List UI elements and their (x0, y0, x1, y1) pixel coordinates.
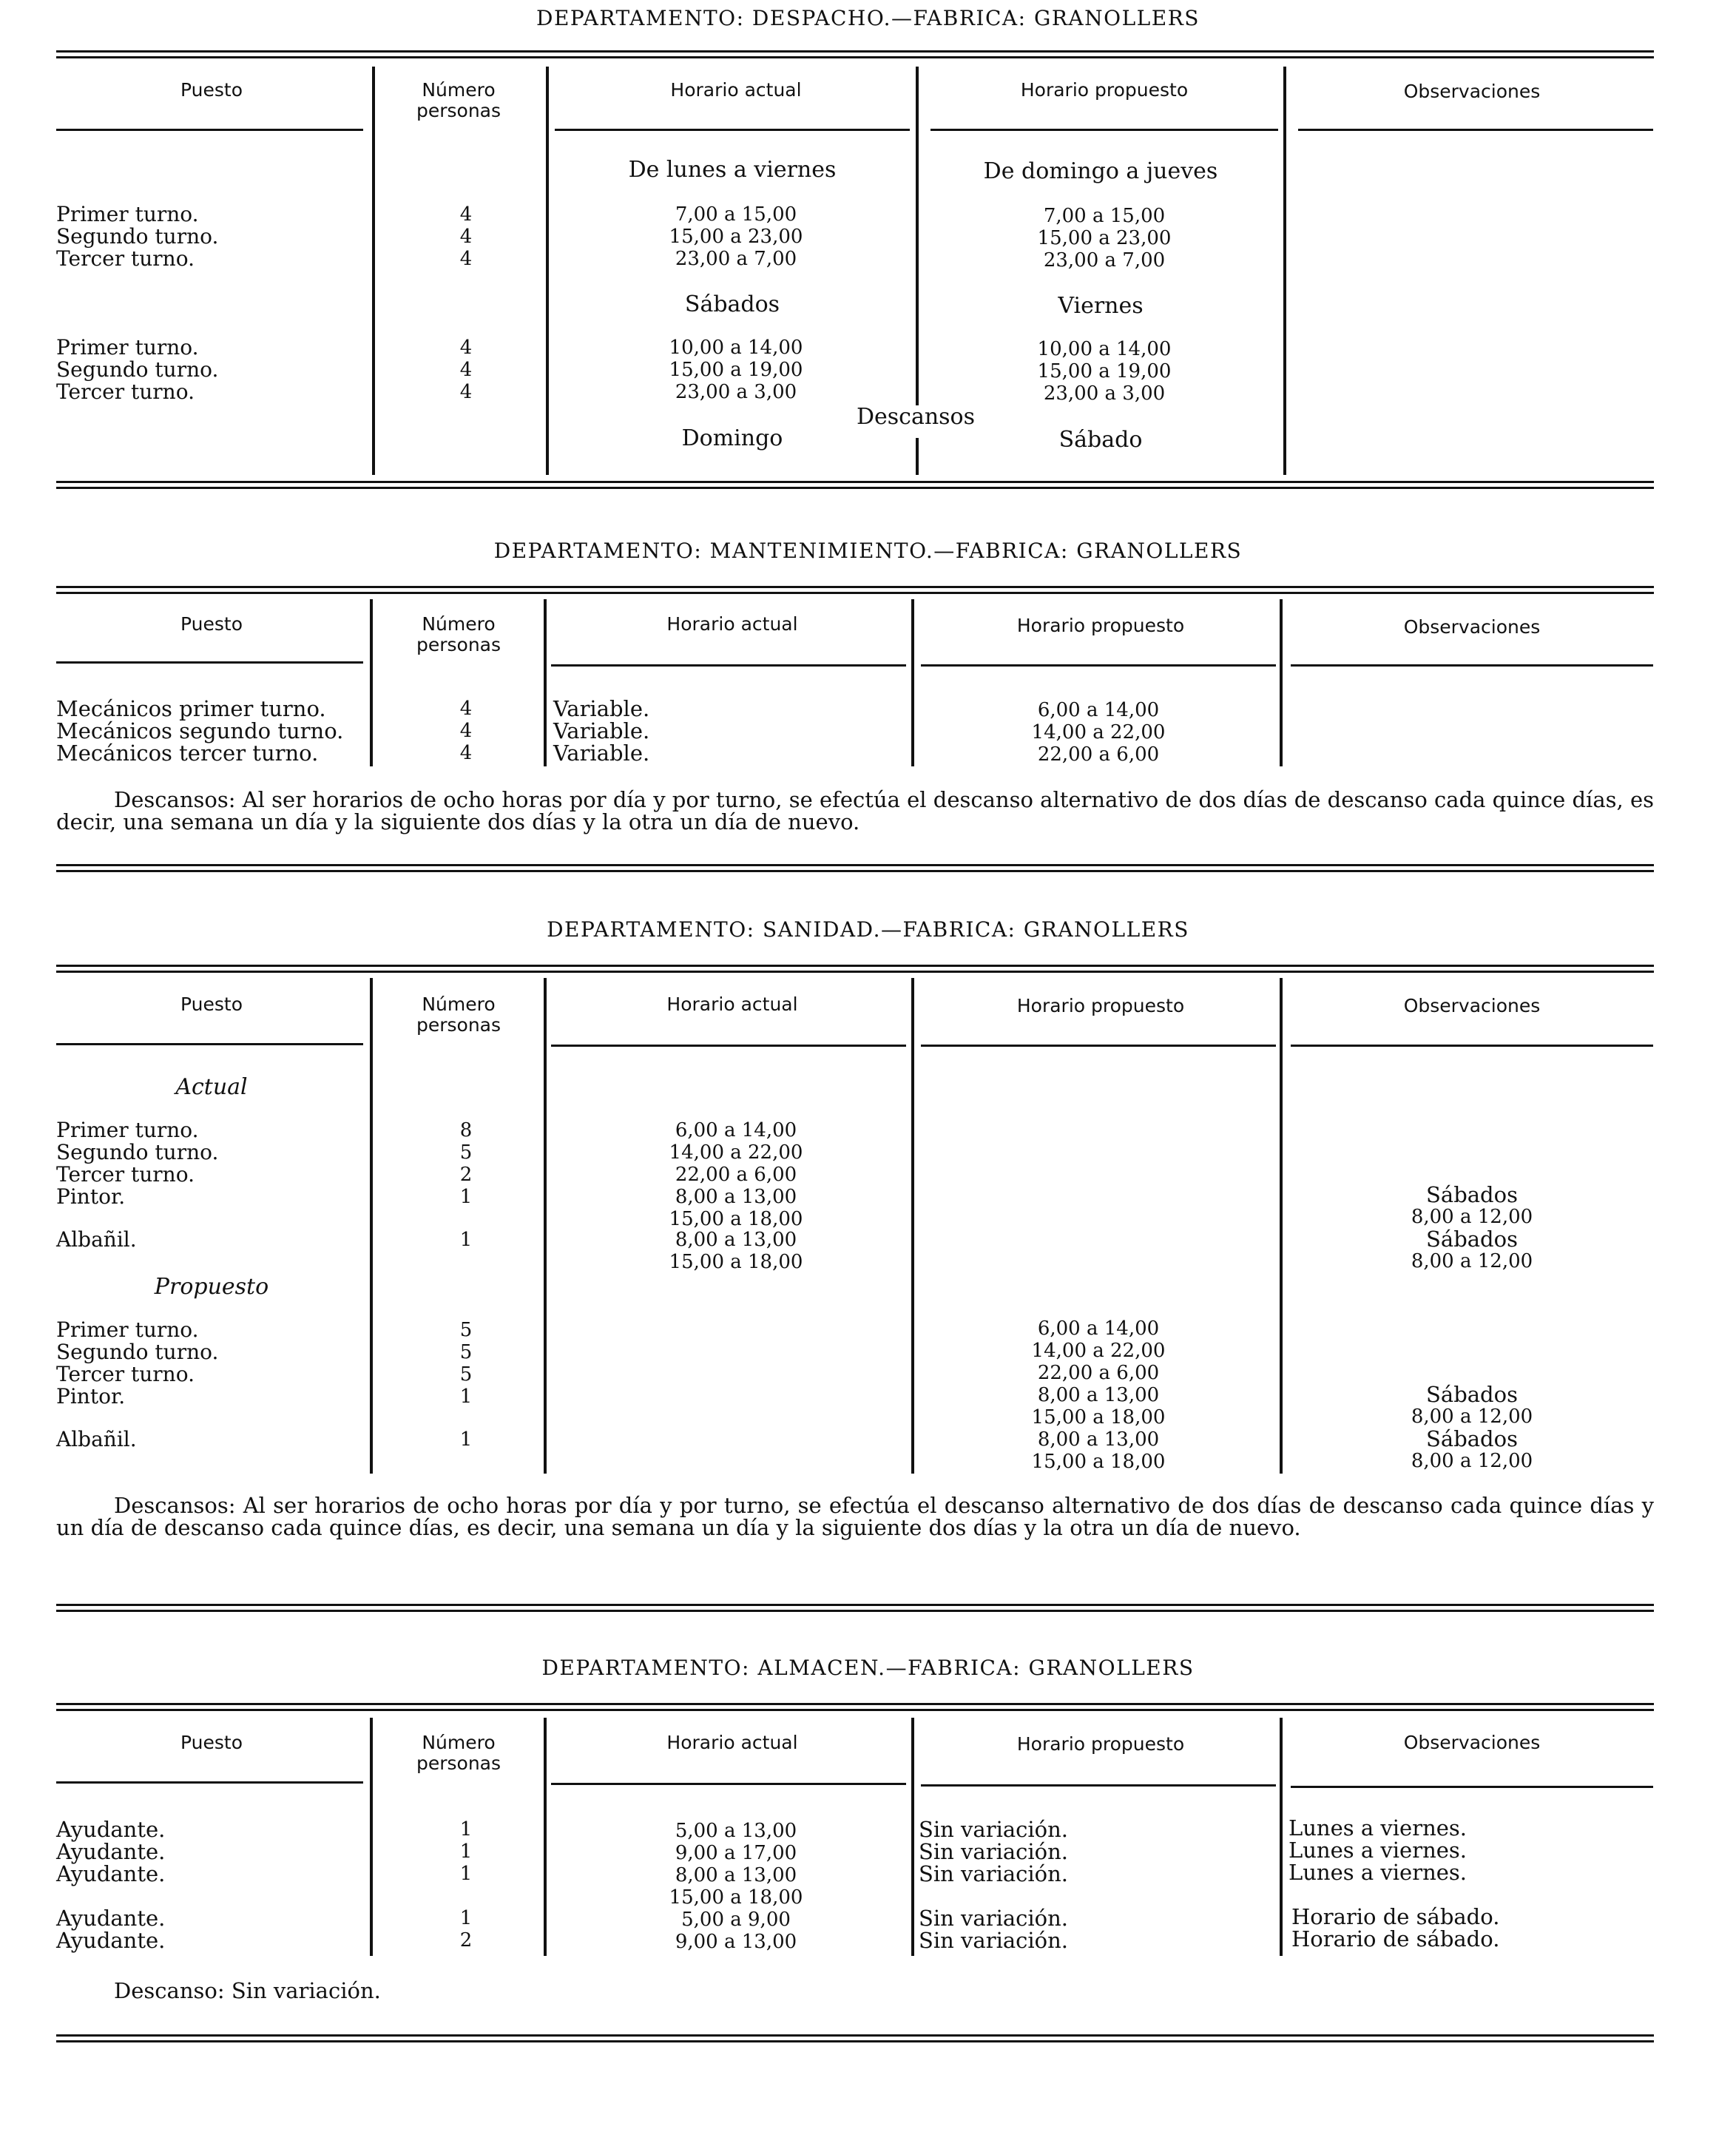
header-rule (1291, 1045, 1653, 1047)
row-horario-propuesto: 8,00 a 13,00 (1037, 1384, 1160, 1406)
double-rule (56, 1703, 1654, 1711)
row-puesto: Albañil. (56, 1427, 137, 1451)
header-rule (931, 129, 1278, 131)
column-divider (1280, 599, 1283, 766)
row-horario-actual: 8,00 a 13,00 (675, 1864, 797, 1886)
row-horario-actual: 23,00 a 3,00 (675, 381, 797, 403)
row-observaciones: 8,00 a 12,00 (1411, 1450, 1533, 1472)
row-horario-propuesto: Sin variación. (919, 1839, 1069, 1864)
row-horario-propuesto: Sin variación. (919, 1928, 1069, 1953)
row-horario-propuesto: 15,00 a 23,00 (1037, 227, 1172, 249)
section-title: DEPARTAMENTO: DESPACHO.—FABRICA: GRANOLLERS (536, 6, 1200, 30)
row-observaciones: Sábados (1426, 1426, 1518, 1451)
row-puesto: Ayudante. (56, 1839, 166, 1864)
row-numero: 4 (459, 337, 473, 359)
row-numero: 4 (459, 248, 473, 270)
row-horario-actual: 7,00 a 15,00 (675, 203, 797, 226)
subheader-actual-weekdays: De lunes a viernes (628, 157, 837, 183)
row-horario-actual: 15,00 a 18,00 (669, 1208, 803, 1230)
row-numero: 5 (459, 1363, 473, 1386)
header-rule (56, 129, 363, 131)
row-numero: 1 (459, 1907, 473, 1929)
row-puesto: Albañil. (56, 1227, 137, 1252)
row-numero: 1 (459, 1229, 473, 1251)
row-observaciones: 8,00 a 12,00 (1411, 1250, 1533, 1272)
row-horario-propuesto: 15,00 a 18,00 (1031, 1406, 1166, 1428)
section-title: DEPARTAMENTO: SANIDAD.—FABRICA: GRANOLLERS (547, 917, 1189, 942)
row-puesto: Mecánicos primer turno. (56, 696, 326, 721)
row-horario-propuesto: 14,00 a 22,00 (1031, 1340, 1166, 1362)
row-numero: 4 (459, 698, 473, 720)
row-horario-actual: Variable. (553, 696, 650, 721)
header-rule (1298, 129, 1653, 131)
header-rule (551, 664, 906, 667)
subheader-actual-saturday: Sábados (684, 291, 780, 317)
row-puesto: Ayudante. (56, 1817, 166, 1842)
row-horario-actual: 8,00 a 13,00 (675, 1229, 797, 1251)
row-horario-actual: 15,00 a 23,00 (669, 226, 803, 248)
column-divider (544, 599, 547, 766)
row-numero: 5 (459, 1141, 473, 1164)
header-puesto: Puesto (180, 1732, 243, 1753)
column-divider (916, 438, 919, 475)
column-divider (911, 599, 914, 766)
row-numero: 2 (459, 1164, 473, 1186)
row-horario-actual: 9,00 a 17,00 (675, 1842, 797, 1864)
row-horario-actual: 5,00 a 13,00 (675, 1820, 797, 1842)
row-puesto: Tercer turno. (56, 1362, 195, 1386)
row-numero: 5 (459, 1341, 473, 1363)
header-puesto: Puesto (180, 613, 243, 635)
column-divider (544, 1718, 547, 1956)
double-rule (56, 586, 1654, 594)
row-horario-actual: 10,00 a 14,00 (669, 337, 803, 359)
row-numero: 1 (459, 1841, 473, 1863)
header-propuesto: Horario propuesto (1016, 995, 1185, 1016)
row-observaciones: Lunes a viernes. (1289, 1838, 1468, 1863)
header-numero-line2: personas (416, 1014, 501, 1036)
row-horario-actual: 6,00 a 14,00 (675, 1119, 797, 1141)
header-observaciones: Observaciones (1403, 1732, 1541, 1753)
subheader-propuesto: Propuesto (154, 1274, 269, 1300)
row-numero: 8 (459, 1119, 473, 1141)
row-numero: 4 (459, 359, 473, 381)
column-divider (546, 67, 549, 475)
header-rule (1291, 664, 1653, 667)
header-puesto: Puesto (180, 993, 243, 1015)
row-horario-actual: 23,00 a 7,00 (675, 248, 797, 270)
double-rule (56, 965, 1654, 973)
column-divider (544, 978, 547, 1474)
row-observaciones: Sábados (1426, 1182, 1518, 1207)
header-numero (377, 1733, 540, 1774)
row-numero: 1 (459, 1428, 473, 1451)
header-propuesto: Horario propuesto (1016, 1733, 1185, 1755)
header-rule (921, 1784, 1276, 1787)
double-rule (56, 864, 1654, 872)
row-observaciones: Lunes a viernes. (1289, 1815, 1468, 1841)
row-numero: 4 (459, 720, 473, 742)
subheader-propuesto-weekdays: De domingo a jueves (983, 158, 1218, 184)
row-observaciones: Sábados (1426, 1227, 1518, 1252)
header-actual: Horario actual (666, 613, 798, 635)
header-rule (551, 1045, 906, 1047)
row-horario-actual: 15,00 a 19,00 (669, 359, 803, 381)
header-rule (1291, 1786, 1653, 1788)
header-observaciones: Observaciones (1403, 995, 1541, 1016)
column-divider (370, 599, 373, 766)
header-rule (555, 129, 910, 131)
header-numero (377, 994, 540, 1036)
header-rule (551, 1783, 906, 1785)
row-horario-propuesto: 22,00 a 6,00 (1037, 1362, 1160, 1384)
row-puesto: Tercer turno. (56, 246, 195, 271)
row-puesto: Primer turno. (56, 1318, 199, 1342)
row-puesto: Segundo turno. (56, 357, 219, 382)
header-numero-line1: Número (422, 79, 496, 101)
row-horario-propuesto: 22,00 a 6,00 (1037, 743, 1160, 766)
row-numero: 1 (459, 1186, 473, 1208)
row-numero: 1 (459, 1863, 473, 1885)
row-horario-actual: 15,00 a 18,00 (669, 1251, 803, 1273)
column-divider (911, 1718, 914, 1956)
row-puesto: Primer turno. (56, 335, 199, 360)
row-observaciones: Sábados (1426, 1382, 1518, 1407)
descansos-note: Descansos: Al ser horarios de ocho horas por día y por turno, se efectúa el descanso alternativo de dos días de descanso cada quince días y un día de descanso cada quince días, es decir, una semana un día y la siguiente dos días y la otra un día de nuevo. (56, 1493, 1654, 1540)
descansos-label: Descansos (856, 404, 976, 430)
header-rule (56, 1781, 363, 1784)
row-puesto: Tercer turno. (56, 1162, 195, 1187)
section-title: DEPARTAMENTO: MANTENIMIENTO.—FABRICA: GRANOLLERS (493, 539, 1243, 563)
row-horario-actual: 9,00 a 13,00 (675, 1931, 797, 1953)
row-horario-actual: Variable. (553, 740, 650, 766)
row-numero: 4 (459, 203, 473, 226)
subheader-actual: Actual (175, 1074, 248, 1100)
row-puesto: Segundo turno. (56, 224, 219, 249)
row-numero: 4 (459, 742, 473, 764)
row-horario-propuesto: 6,00 a 14,00 (1037, 1318, 1160, 1340)
header-numero-line2: personas (416, 100, 501, 121)
header-puesto: Puesto (180, 79, 243, 101)
row-horario-actual: 5,00 a 9,00 (681, 1909, 791, 1931)
column-divider (370, 978, 373, 1474)
header-numero-line1: Número (422, 613, 496, 635)
header-rule (921, 1045, 1276, 1047)
row-puesto: Mecánicos segundo turno. (56, 718, 344, 743)
column-divider (1283, 67, 1286, 475)
row-observaciones: 8,00 a 12,00 (1411, 1206, 1533, 1228)
double-rule (56, 1604, 1654, 1612)
row-numero: 2 (459, 1929, 473, 1951)
row-numero: 1 (459, 1818, 473, 1841)
row-horario-propuesto: Sin variación. (919, 1906, 1069, 1931)
row-numero: 5 (459, 1319, 473, 1341)
row-horario-propuesto: 15,00 a 19,00 (1037, 360, 1172, 382)
header-numero (377, 614, 540, 655)
row-puesto: Segundo turno. (56, 1140, 219, 1164)
row-horario-propuesto: 15,00 a 18,00 (1031, 1451, 1166, 1473)
row-observaciones: 8,00 a 12,00 (1411, 1406, 1533, 1428)
header-numero-line2: personas (416, 634, 501, 655)
header-propuesto: Horario propuesto (1016, 615, 1185, 636)
row-puesto: Pintor. (56, 1384, 126, 1409)
header-observaciones: Observaciones (1403, 616, 1541, 638)
header-numero-line1: Número (422, 993, 496, 1015)
row-puesto: Pintor. (56, 1184, 126, 1209)
row-horario-actual: 14,00 a 22,00 (669, 1141, 803, 1164)
row-puesto: Primer turno. (56, 202, 199, 226)
row-puesto: Ayudante. (56, 1928, 166, 1953)
row-puesto: Mecánicos tercer turno. (56, 740, 319, 766)
header-numero-line1: Número (422, 1732, 496, 1753)
row-horario-propuesto: 23,00 a 7,00 (1043, 249, 1166, 271)
row-horario-actual: Variable. (553, 718, 650, 743)
row-numero: 4 (459, 226, 473, 248)
row-horario-propuesto: Sin variación. (919, 1861, 1069, 1886)
row-numero: 1 (459, 1386, 473, 1408)
column-divider (372, 67, 375, 475)
rest-day-actual: Domingo (681, 425, 783, 451)
row-horario-propuesto: 8,00 a 13,00 (1037, 1428, 1160, 1451)
column-divider (911, 978, 914, 1474)
double-rule (56, 50, 1654, 58)
row-puesto: Tercer turno. (56, 379, 195, 404)
header-actual: Horario actual (670, 79, 802, 101)
row-horario-propuesto: 10,00 a 14,00 (1037, 338, 1172, 360)
row-observaciones: Horario de sábado. (1291, 1904, 1500, 1929)
subheader-propuesto-friday: Viernes (1058, 293, 1144, 319)
row-horario-propuesto: 23,00 a 3,00 (1043, 382, 1166, 405)
header-actual: Horario actual (666, 1732, 798, 1753)
row-puesto: Ayudante. (56, 1861, 166, 1886)
header-propuesto: Horario propuesto (1020, 79, 1189, 101)
row-horario-propuesto: Sin variación. (919, 1817, 1069, 1842)
header-actual: Horario actual (666, 993, 798, 1015)
column-divider (916, 67, 919, 405)
row-horario-propuesto: 6,00 a 14,00 (1037, 699, 1160, 721)
row-observaciones: Lunes a viernes. (1289, 1860, 1468, 1885)
row-puesto: Segundo turno. (56, 1340, 219, 1364)
header-observaciones: Observaciones (1403, 81, 1541, 102)
header-numero-line2: personas (416, 1752, 501, 1774)
header-rule (56, 661, 363, 664)
rest-day-propuesto: Sábado (1058, 427, 1143, 453)
column-divider (370, 1718, 373, 1956)
header-rule (56, 1043, 363, 1045)
header-rule (921, 664, 1276, 667)
descanso-note: Descanso: Sin variación. (114, 1978, 381, 2003)
double-rule (56, 481, 1654, 489)
header-numero (377, 80, 540, 121)
row-numero: 4 (459, 381, 473, 403)
row-observaciones: Horario de sábado. (1291, 1926, 1500, 1951)
row-horario-actual: 15,00 a 18,00 (669, 1886, 803, 1909)
row-horario-propuesto: 14,00 a 22,00 (1031, 721, 1166, 743)
row-horario-propuesto: 7,00 a 15,00 (1043, 205, 1166, 227)
row-puesto: Primer turno. (56, 1118, 199, 1142)
double-rule (56, 2034, 1654, 2042)
column-divider (1280, 978, 1283, 1474)
descansos-note: Descansos: Al ser horarios de ocho horas por día y por turno, se efectúa el descanso alternativo de dos días de descanso cada quince días, es decir, una semana un día y la siguiente dos días y la otra un día de nuevo. (56, 787, 1654, 834)
row-horario-actual: 8,00 a 13,00 (675, 1186, 797, 1208)
row-puesto: Ayudante. (56, 1906, 166, 1931)
row-horario-actual: 22,00 a 6,00 (675, 1164, 797, 1186)
section-title: DEPARTAMENTO: ALMACEN.—FABRICA: GRANOLLERS (541, 1656, 1195, 1680)
column-divider (1280, 1718, 1283, 1956)
